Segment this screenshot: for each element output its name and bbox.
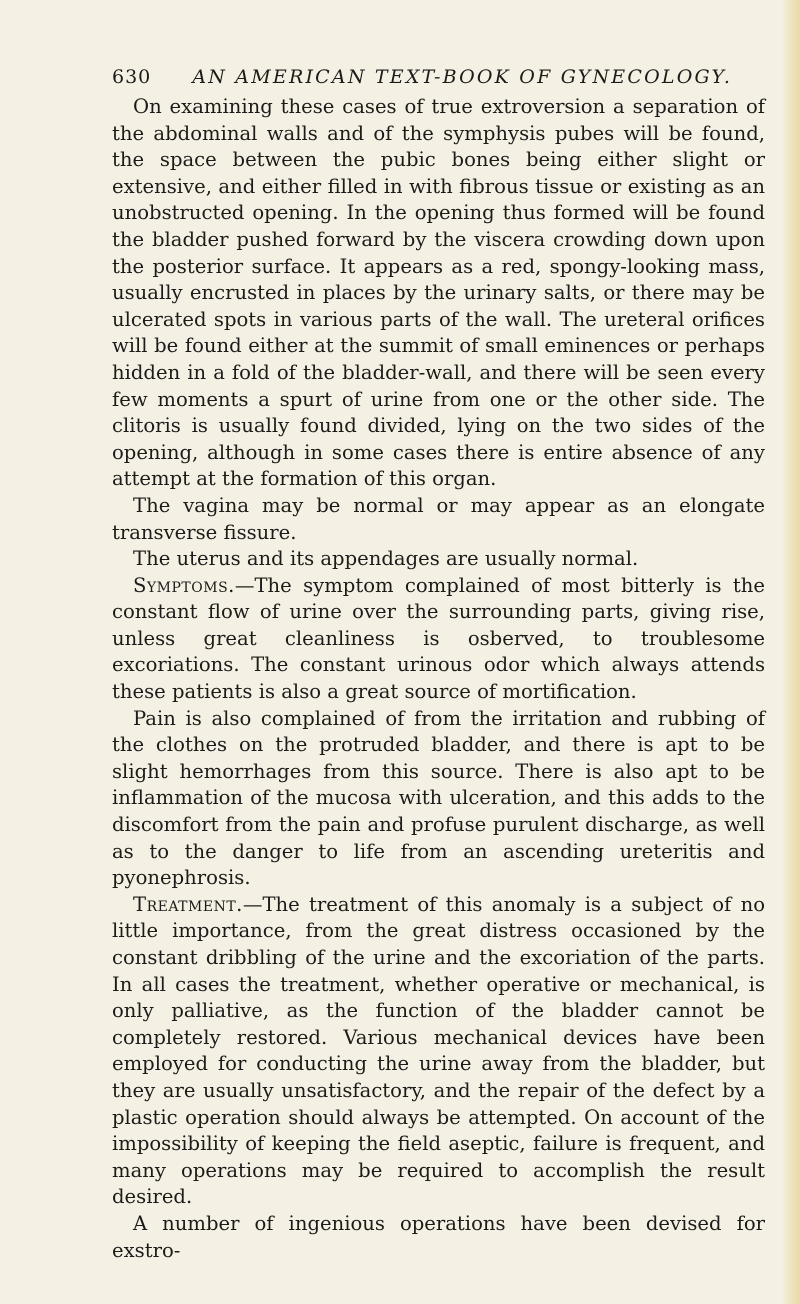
- paragraph-text: Pain is also complained of from the irritation and rubbing of the clothes on the protruded bladder, and there is apt to be slight hemorrhages from this source. There is also apt to be inflammation of the mucosa with ulceration, and this adds to the discomfort from the pain and profuse purulent discharge, as well as to the danger to life from an ascending ureteritis and pyonephrosis.: [112, 706, 765, 890]
- paragraph-text: The uterus and its appendages are usually normal.: [133, 547, 639, 571]
- paragraph-text: —The treatment of this anomaly is a subject of no little importance, from the great distress occasioned by the constant dribbling of the urine and the excoriation of the parts. In all cases the treatment, whether operative or mechanical, is only palliative, as the function of the bladder cannot be completely restored. Various mechanical devices have been employed for conducting the urine away from the bladder, but they are usually unsatisfactory, and the repair of the defect by a plastic operation should always be attempted. On account of the impossibility of keeping the field aseptic, failure is frequent, and many operations may be required to accomplish the result desired.: [112, 892, 765, 1209]
- paragraph: [112, 94, 765, 493]
- page-number: 630: [112, 66, 152, 88]
- paragraph: [112, 493, 765, 546]
- running-title: AN AMERICAN TEXT-BOOK OF GYNECOLOGY.: [192, 66, 733, 88]
- paragraph: [112, 546, 765, 573]
- running-header: [112, 66, 752, 88]
- section-heading: Treatment.: [133, 892, 243, 916]
- paragraph: [112, 706, 765, 892]
- paragraph: [112, 892, 765, 1211]
- paragraph-text: The vagina may be normal or may appear as an elongate transverse fissure.: [112, 493, 765, 544]
- body-text: [112, 94, 765, 1264]
- page-edge: [782, 0, 800, 1304]
- section-heading: Symptoms.: [133, 573, 235, 597]
- paragraph-text: On examining these cases of true extroversion a separation of the abdominal walls and of the symphysis pubes will be found, the space between the pubic bones being either slight or extensive, and either filled in with fibrous tissue or existing as an unobstructed opening. In the opening thus formed will be found the bladder pushed forward by the viscera crowding down upon the posterior surface. It appears as a red, spongy-looking mass, usually encrusted in places by the urinary salts, or there may be ulcerated spots in various parts of the wall. The ureteral orifices will be found either at the summit of small eminences or perhaps hidden in a fold of the bladder-wall, and there will be seen every few moments a spurt of urine from one or the other side. The clitoris is usually found divided, lying on the two sides of the opening, although in some cases there is entire absence of any attempt at the formation of this organ.: [112, 95, 765, 491]
- paragraph: [112, 573, 765, 706]
- paragraph-text: —The symptom complained of most bitterly is the constant flow of urine over the surrounding parts, giving rise, unless great cleanliness is osberved, to troublesome excoriations. The constant urinous odor which always attends these patients is also a great source of mortification.: [112, 573, 765, 704]
- paragraph: [112, 1211, 765, 1264]
- paragraph-text: A number of ingenious operations have been devised for exstro-: [112, 1211, 765, 1262]
